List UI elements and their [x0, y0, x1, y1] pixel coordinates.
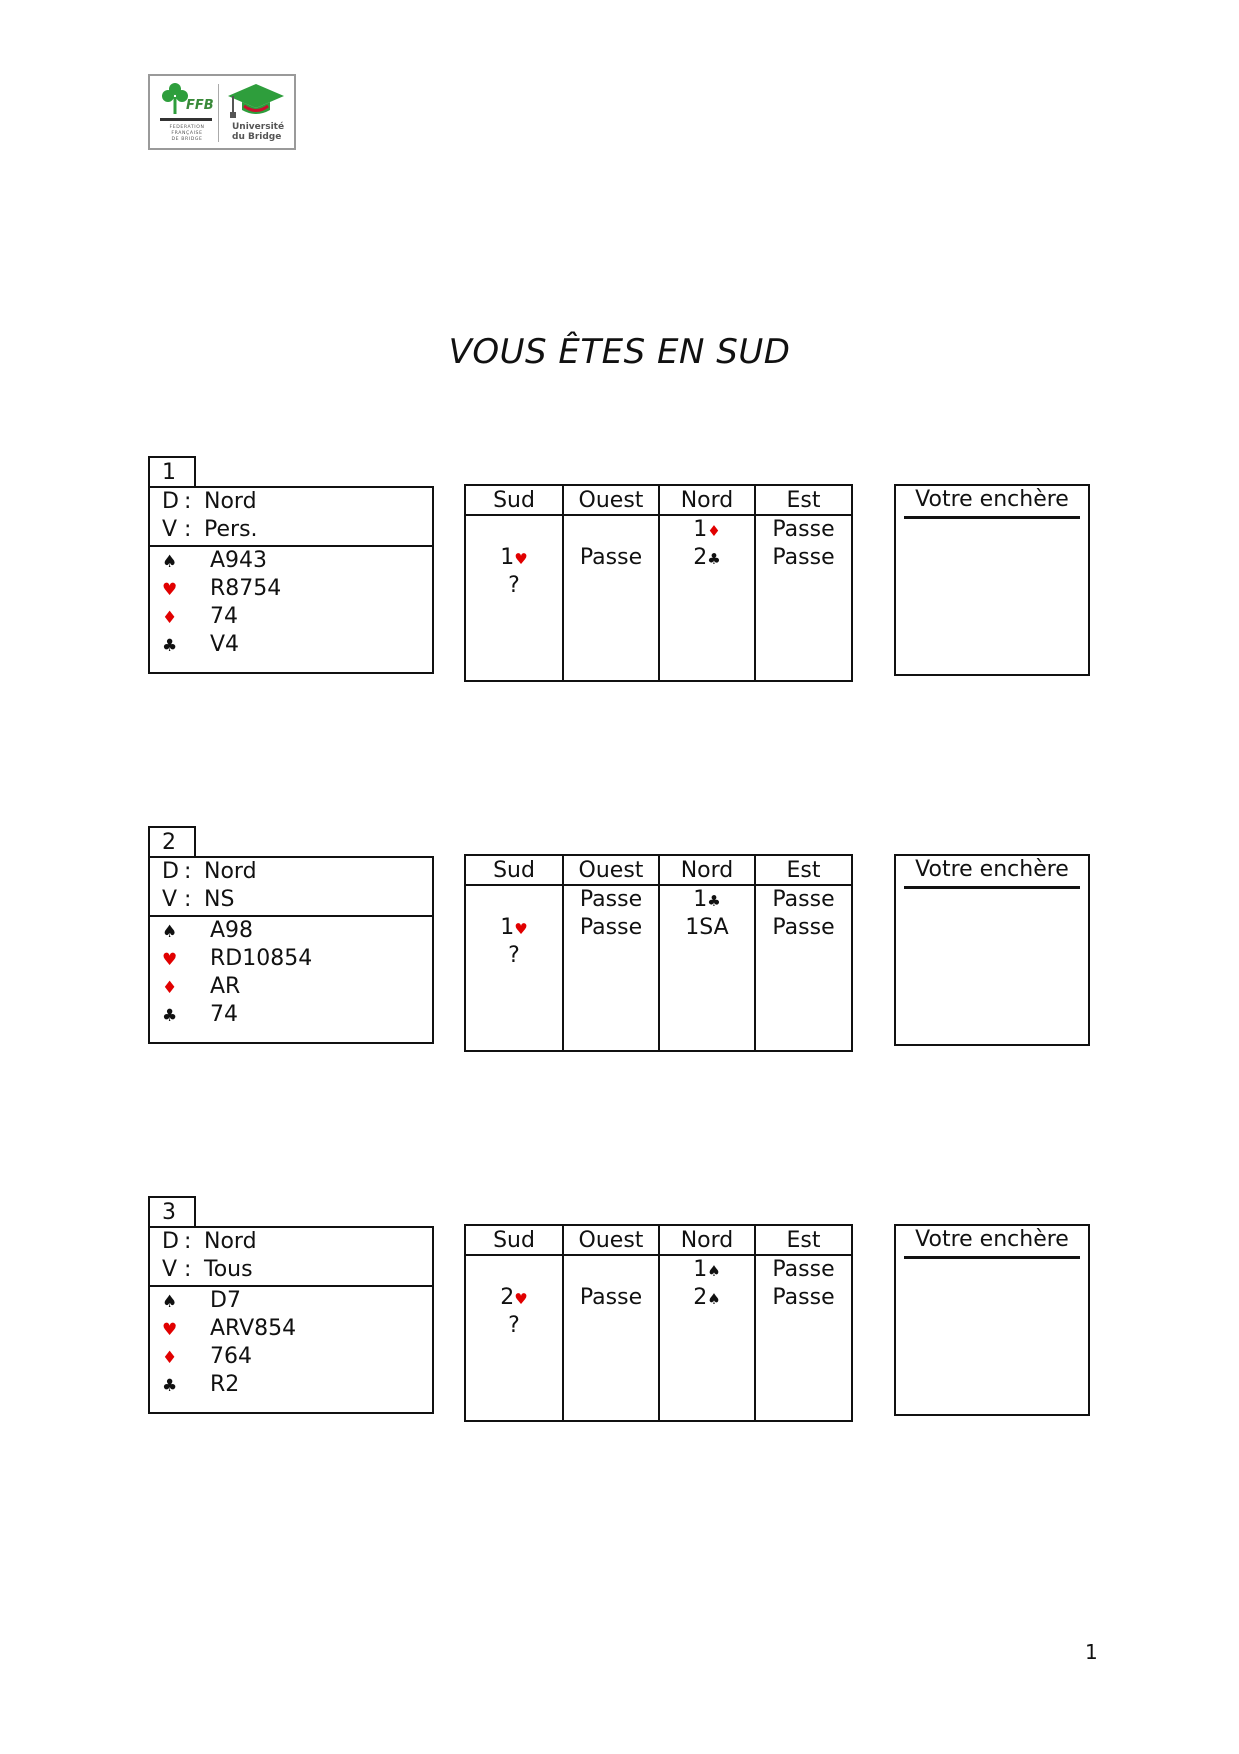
bid-cell: Passe: [772, 1257, 835, 1282]
page-number: 1: [1085, 1640, 1098, 1664]
vulnerability-row: V : Pers.: [162, 517, 258, 542]
bidding-column-ouest: [562, 856, 658, 1050]
spade-icon: ♠: [162, 922, 178, 942]
bidding-table: [464, 1224, 853, 1422]
diamond-icon: ♦: [162, 608, 178, 628]
bid-cell: [466, 1256, 562, 1284]
heart-icon: ♥: [162, 580, 178, 600]
bid-cell: Passe: [772, 545, 835, 570]
bid-cell: [564, 942, 658, 970]
bid-cell: [564, 572, 658, 600]
deal-number: 1: [148, 456, 196, 486]
bid-suit-icon: ♠: [707, 1262, 721, 1280]
vulnerability-value: Pers.: [204, 517, 258, 542]
club-icon: ♣: [162, 1006, 178, 1026]
diamonds-cards: 74: [210, 604, 238, 629]
ffb-wordmark: FFB: [186, 98, 214, 113]
spades-row: [162, 1287, 241, 1316]
bid-suit-icon: ♥: [514, 550, 528, 568]
deal-3: [0, 1196, 1239, 1436]
bidding-header: Nord: [660, 1226, 754, 1256]
hearts-row: [162, 575, 281, 604]
spades-cards: A98: [210, 918, 254, 943]
bidding-table: [464, 854, 853, 1052]
dealer-value: Nord: [204, 489, 257, 514]
bid-cell: Passe: [579, 545, 643, 570]
bidding-header: Sud: [466, 486, 562, 516]
clubs-row: [162, 1001, 238, 1030]
diamonds-row: [162, 603, 238, 632]
bid-cell: Passe: [579, 915, 643, 940]
bid-cell: Passe: [579, 887, 643, 912]
diamonds-row: [162, 1343, 252, 1372]
bid-cell: Passe: [579, 1285, 643, 1310]
bid-cell: [564, 516, 658, 544]
vulnerability-value: Tous: [204, 1257, 253, 1282]
dealer-row: D : Nord: [162, 859, 257, 884]
bid-suit-icon: ♣: [707, 550, 721, 568]
bidding-header: Ouest: [564, 856, 658, 886]
universite-wordmark: Université du Bridge: [232, 122, 285, 142]
bid-cell: [660, 572, 754, 600]
vulnerability-row: V : Tous: [162, 1257, 253, 1282]
bid-cell: 1SA: [685, 915, 729, 940]
vulnerability-row: V : NS: [162, 887, 235, 912]
bidding-header: Ouest: [564, 1226, 658, 1256]
bid-cell: [660, 1312, 754, 1340]
answer-box[interactable]: [894, 854, 1090, 1046]
hearts-row: [162, 1315, 296, 1344]
dealer-value: Nord: [204, 859, 257, 884]
hearts-cards: R8754: [210, 576, 282, 601]
bid-cell: [756, 572, 851, 600]
ffb-subtitle: FEDERATION FRANÇAISE DE BRIDGE: [169, 125, 205, 142]
spades-cards: D7: [210, 1288, 241, 1313]
dealer-row: D : Nord: [162, 1229, 257, 1254]
ffb-universite-logo: [148, 74, 296, 150]
dealer-value: Nord: [204, 1229, 257, 1254]
bid-cell: [466, 516, 562, 544]
clubs-row: [162, 631, 239, 660]
bidding-header: Est: [756, 856, 851, 886]
bidding-header: Sud: [466, 1226, 562, 1256]
bid-cell: ?: [508, 1313, 520, 1338]
dealer-key: D: [162, 859, 179, 884]
dealer-row: D : Nord: [162, 489, 257, 514]
bid-cell: [564, 1256, 658, 1284]
bid-cell: 1♣: [693, 887, 721, 912]
answer-label: Votre enchère: [904, 1226, 1080, 1259]
clubs-cards: R2: [210, 1372, 240, 1397]
deal-1: [0, 456, 1239, 696]
spades-row: [162, 547, 267, 576]
club-icon: ♣: [162, 1376, 178, 1396]
bid-cell: [756, 1312, 851, 1340]
bidding-column-est: [754, 486, 851, 680]
bidding-header: Sud: [466, 856, 562, 886]
spades-cards: A943: [210, 548, 268, 573]
diamond-icon: ♦: [162, 978, 178, 998]
bid-cell: Passe: [772, 1285, 835, 1310]
bid-cell: 2♣: [693, 545, 721, 570]
hand-diagram: [148, 856, 434, 1044]
bid-suit-icon: ♠: [707, 1290, 721, 1308]
bid-cell: 1♥: [500, 545, 528, 570]
bid-cell: Passe: [772, 915, 835, 940]
page-title: VOUS ÊTES EN SUD: [448, 332, 791, 372]
diamonds-cards: 764: [210, 1344, 252, 1369]
clover-tree-icon: [162, 82, 188, 116]
bid-suit-icon: ♥: [514, 920, 528, 938]
bid-cell: 1♠: [693, 1257, 721, 1282]
bid-cell: Passe: [772, 887, 835, 912]
bid-cell: 1♦: [693, 517, 721, 542]
diamonds-row: [162, 973, 240, 1002]
bid-cell: ?: [508, 573, 520, 598]
bid-suit-icon: ♣: [707, 892, 721, 910]
ffb-rule: [160, 118, 212, 121]
clubs-cards: 74: [210, 1002, 238, 1027]
vulnerability-key: V: [162, 887, 178, 912]
bid-cell: [564, 1312, 658, 1340]
deal-2: [0, 826, 1239, 1066]
bidding-column-sud: [466, 486, 562, 680]
bidding-header: Nord: [660, 856, 754, 886]
bidding-column-ouest: [562, 486, 658, 680]
spades-row: [162, 917, 253, 946]
bidding-header: Nord: [660, 486, 754, 516]
bidding-header: Ouest: [564, 486, 658, 516]
dealer-key: D: [162, 489, 179, 514]
clubs-cards: V4: [210, 632, 240, 657]
hand-diagram: [148, 1226, 434, 1414]
hearts-cards: ARV854: [210, 1316, 297, 1341]
answer-label: Votre enchère: [904, 486, 1080, 519]
bid-suit-icon: ♥: [514, 1290, 528, 1308]
bid-suit-icon: ♦: [707, 522, 721, 540]
bid-cell: [466, 886, 562, 914]
bid-cell: Passe: [772, 517, 835, 542]
bidding-column-nord: [658, 1226, 754, 1420]
bid-cell: 2♥: [500, 1285, 528, 1310]
deal-number: 2: [148, 826, 196, 856]
diamond-icon: ♦: [162, 1348, 178, 1368]
deal-number: 3: [148, 1196, 196, 1226]
bid-cell: [660, 942, 754, 970]
hearts-row: [162, 945, 312, 974]
answer-box[interactable]: [894, 1224, 1090, 1416]
spade-icon: ♠: [162, 552, 178, 572]
bidding-column-est: [754, 856, 851, 1050]
heart-icon: ♥: [162, 950, 178, 970]
logo-divider: [218, 84, 219, 142]
bid-cell: ?: [508, 943, 520, 968]
dealer-key: D: [162, 1229, 179, 1254]
diamonds-cards: AR: [210, 974, 241, 999]
heart-icon: ♥: [162, 1320, 178, 1340]
bid-cell: 1♥: [500, 915, 528, 940]
graduation-cap-icon: [226, 82, 286, 120]
spade-icon: ♠: [162, 1292, 178, 1312]
vulnerability-key: V: [162, 1257, 178, 1282]
bid-cell: 2♠: [693, 1285, 721, 1310]
bidding-column-est: [754, 1226, 851, 1420]
bidding-column-nord: [658, 856, 754, 1050]
bidding-column-ouest: [562, 1226, 658, 1420]
vulnerability-value: NS: [204, 887, 235, 912]
club-icon: ♣: [162, 636, 178, 656]
bidding-table: [464, 484, 853, 682]
bidding-column-sud: [466, 1226, 562, 1420]
bidding-header: Est: [756, 486, 851, 516]
answer-box[interactable]: [894, 484, 1090, 676]
bidding-header: Est: [756, 1226, 851, 1256]
clubs-row: [162, 1371, 239, 1400]
bid-cell: [756, 942, 851, 970]
vulnerability-key: V: [162, 517, 178, 542]
bidding-column-sud: [466, 856, 562, 1050]
bidding-column-nord: [658, 486, 754, 680]
answer-label: Votre enchère: [904, 856, 1080, 889]
hand-diagram: [148, 486, 434, 674]
hearts-cards: RD10854: [210, 946, 313, 971]
